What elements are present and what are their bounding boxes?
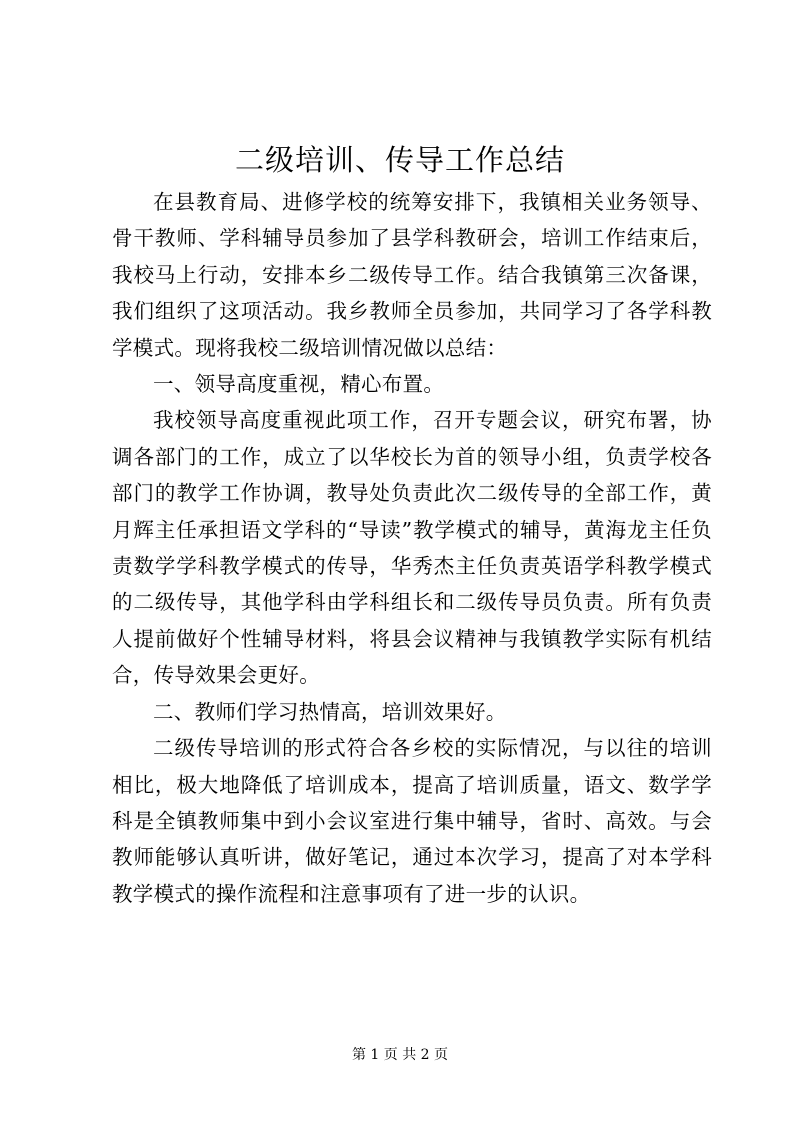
paragraph-section-1: 我校领导高度重视此项工作，召开专题会议，研究布署，协调各部门的工作，成立了以华校长为首的领导小组，负责学校各部门的教学工作协调，教导处负责此次二级传导的全部工作，黄月辉主任承担语文学科的“导读”教学模式的辅导，黄海龙主任负责数学学科教学模式的传导，华秀杰主任负责英语学科教学模式的二级传导，其他学科由学科组长和二级传导员负责。所有负责人提前做好个性辅导材料，将县会议精神与我镇教学实际有机结合，传导效果会更好。 xyxy=(112,408,712,688)
section-heading-2: 二、教师们学习热情高，培训效果好。 xyxy=(153,699,507,724)
paragraph-section-2: 二级传导培训的形式符合各乡校的实际情况，与以往的培训相比，极大地降低了培训成本，提高了培训质量，语文、数学学科是全镇教师集中到小会议室进行集中辅导，省时、高效。与会教师能够认真听讲，做好笔记，通过本次学习，提高了对本学科教学模式的操作流程和注意事项有了进一步的认识。 xyxy=(112,736,712,906)
page-footer: 第 1 页 共 2 页 xyxy=(351,1047,449,1063)
section-heading-1: 一、领导高度重视，精心布置。 xyxy=(153,372,445,397)
document-title: 二级培训、传导工作总结 xyxy=(234,143,565,177)
document-body xyxy=(112,184,712,912)
paragraph-intro: 在县教育局、进修学校的统筹安排下，我镇相关业务领导、骨干教师、学科辅导员参加了县学科教研会，培训工作结束后，我校马上行动，安排本乡二级传导工作。结合我镇第三次备课，我们组织了这项活动。我乡教师全员参加，共同学习了各学科教学模式。现将我校二级培训情况做以总结： xyxy=(112,190,712,360)
